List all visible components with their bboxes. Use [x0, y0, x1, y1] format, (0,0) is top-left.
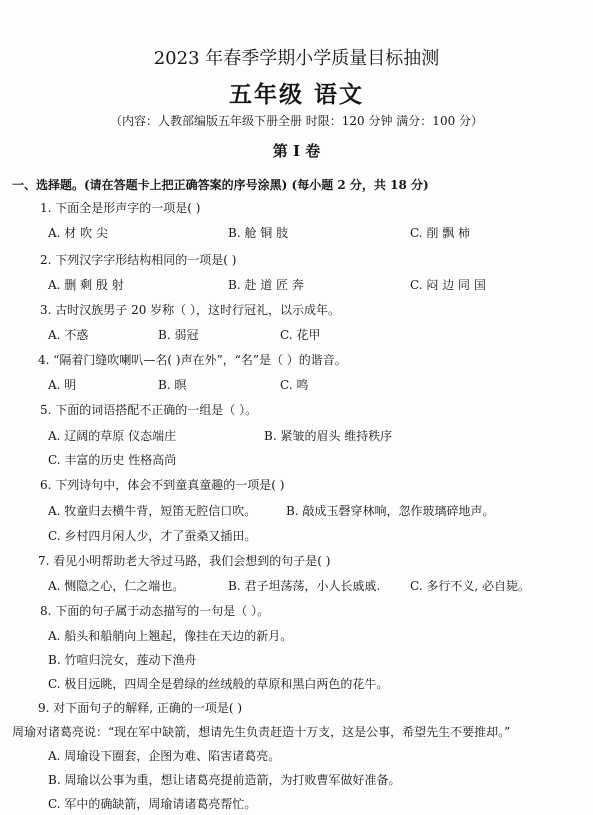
option-c: C. 多行不义, 必自毙。: [410, 579, 531, 593]
question-stem: 1. 下面全是形声字的一项是( ): [40, 201, 201, 215]
option-c: C. 闷 边 同 国: [410, 278, 486, 292]
option-c: C. 削 飘 柿: [410, 226, 471, 240]
question-stem: 8. 下面的句子属于动态描写的一句是（ ）。: [40, 604, 270, 618]
option-a: A. 恻隐之心，仁之端也。: [48, 579, 185, 593]
option-a: A. 船头和船艄向上翘起，像挂在天边的新月。: [48, 629, 293, 643]
option-a: A. 牧童归去横牛背，短笛无腔信口吹。: [48, 504, 257, 518]
question-stem: 4. “隔着门缝吹喇叭—名( )声在外”，“名”是（ ）的谐音。: [38, 353, 347, 367]
question-stem: 3. 古时汉族男子 20 岁称（ ），这时行冠礼，以示成年。: [40, 303, 340, 317]
option-a: A. 明: [48, 378, 77, 392]
question-stem: 5. 下面的词语搭配不正确的一组是（ ）。: [40, 403, 258, 417]
option-b: B. 赴 道 匠 奔: [228, 278, 304, 292]
option-b: B. 君子坦荡荡，小人长戚戚.: [228, 579, 381, 593]
option-a: A. 周瑜设下圈套，企图为难、陷害诸葛亮。: [48, 749, 281, 763]
question-quote: 周瑜对诸葛亮说：“现在军中缺箭，想请先生负责赶造十万支，这是公事，希望先生不要推却。”: [12, 725, 511, 739]
option-a: A. 辽阔的草原 仪态端庄: [48, 429, 177, 443]
option-b: B. 紧皱的眉头 维持秩序: [264, 429, 393, 443]
option-c: C. 乡村四月闲人少，才了蚕桑又插田。: [48, 529, 257, 543]
option-b: B. 暝: [158, 378, 187, 392]
option-c: C. 军中的确缺箭，周瑜请诸葛亮帮忙。: [48, 797, 257, 811]
option-b: B. 敲成玉磬穿林响，忽作玻璃碎地声。: [286, 504, 495, 518]
option-b: B. 竹喧归浣女，莲动下渔舟: [48, 653, 197, 667]
exam-subject: 五年级 语文: [228, 81, 364, 108]
volume-label: 第 I 卷: [272, 142, 321, 160]
option-c: C. 丰富的历史 性格高尚: [48, 453, 177, 467]
question-stem: 7. 看见小明帮助老大爷过马路，我们会想到的句子是( ): [38, 554, 331, 568]
option-c: C. 极目远眺，四周全是碧绿的丝绒般的草原和黑白两色的花牛。: [48, 677, 389, 691]
question-stem: 6. 下列诗句中，体会不到童真童趣的一项是( ): [40, 478, 285, 492]
question-stem: 9. 对下面句子的解释, 正确的一项是( ): [38, 701, 243, 715]
option-a: A. 不惑: [48, 328, 89, 342]
exam-info: （内容：人教部编版五年级下册全册 时限：120 分钟 满分：100 分）: [109, 114, 484, 128]
question-stem: 2. 下列汉字字形结构相同的一项是( ): [40, 253, 237, 267]
exam-title: 2023 年春季学期小学质量目标抽测: [153, 48, 440, 69]
option-b: B. 周瑜以公事为重，想让诸葛亮提前造箭，为打败曹军做好准备。: [48, 773, 401, 787]
option-b: B. 弱冠: [158, 328, 199, 342]
option-a: A. 材 吹 尖: [48, 226, 108, 240]
option-c: C. 花甲: [280, 328, 321, 342]
option-a: A. 删 剩 殷 射: [48, 278, 124, 292]
option-b: B. 舱 铜 肢: [228, 226, 289, 240]
option-c: C. 鸣: [280, 378, 309, 392]
section-heading: 一、选择题。(请在答题卡上把正确答案的序号涂黑) (每小题 2 分，共 18 分): [12, 178, 429, 192]
